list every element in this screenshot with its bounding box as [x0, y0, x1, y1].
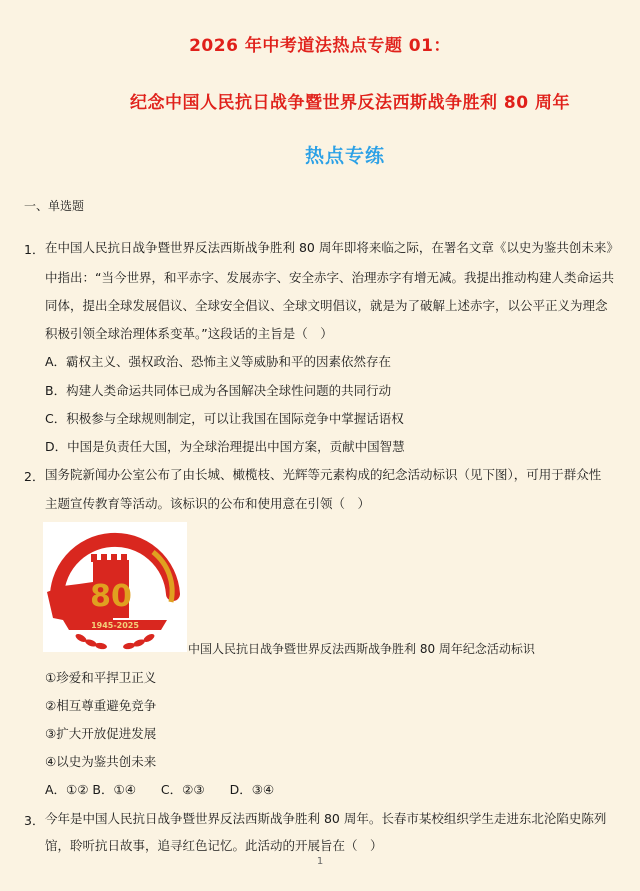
- question-2-answer-options: A．①② B．①④ C．②③ D．③④: [45, 782, 275, 797]
- question-2-stem-line-2: 主题宣传教育等活动。该标识的公布和使用意在引领（ ）: [45, 496, 371, 511]
- section-heading: 一、单选题: [24, 199, 85, 213]
- question-1-option-c: C．积极参与全球规则制定，可以让我国在国际竞争中掌握话语权: [45, 411, 404, 426]
- logo-years: 1945-2025: [91, 621, 139, 630]
- question-1-stem-line-2: 中指出：“当今世界，和平赤字、发展赤字、安全赤字、治理赤字有增无减。我提出推动构建人类命运共: [45, 270, 614, 285]
- section-tag: 热点专练: [304, 145, 385, 167]
- question-1-stem-line-3: 同体，提出全球发展倡议、全球安全倡议、全球文明倡议，就是为了破解上述赤字，以公平正义为理念: [45, 298, 608, 313]
- main-title: 2026 年中考道法热点专题 01：: [189, 36, 451, 56]
- main-subtitle: 纪念中国人民抗日战争暨世界反法西斯战争胜利 80 周年: [130, 93, 570, 113]
- question-2-number: 2．: [24, 469, 45, 484]
- question-1-option-a: A．霸权主义、强权政治、恐怖主义等威胁和平的因素依然存在: [45, 354, 392, 369]
- question-1-option-d: D．中国是负责任大国，为全球治理提出中国方案，贡献中国智慧: [45, 439, 405, 454]
- logo-olive-branch: [74, 632, 155, 650]
- question-2-statement-3: ③扩大开放促进发展: [45, 726, 157, 741]
- page-number: 1: [316, 856, 324, 867]
- question-3-number: 3．: [24, 813, 45, 828]
- logo-number: 80: [90, 579, 132, 614]
- logo-caption: 中国人民抗日战争暨世界反法西斯战争胜利 80 周年纪念活动标识: [188, 642, 535, 656]
- question-3-stem-line-1: 今年是中国人民抗日战争暨世界反法西斯战争胜利 80 周年。长春市某校组织学生走进东北沦陷史陈列: [45, 811, 607, 826]
- commemoration-logo: [43, 522, 187, 652]
- question-3-stem-line-2: 馆，聆听抗日故事，追寻红色记忆。此活动的开展旨在（ ）: [45, 838, 383, 853]
- question-2-statement-2: ②相互尊重避免竞争: [45, 698, 157, 713]
- question-2-stem-line-1: 国务院新闻办公室公布了由长城、橄榄枝、光辉等元素构成的纪念活动标识（见下图），可用于群众性: [45, 467, 602, 482]
- question-2-statement-4: ④以史为鉴共创未来: [45, 754, 157, 769]
- question-1-stem-line-4: 积极引领全球治理体系变革。”这段话的主旨是（ ）: [45, 326, 333, 341]
- question-2-statement-1: ①珍爱和平捍卫正义: [45, 670, 157, 685]
- question-1-number: 1．: [24, 242, 45, 257]
- question-1-stem-line-1: 在中国人民抗日战争暨世界反法西斯战争胜利 80 周年即将来临之际，在署名文章《以史为鉴共创未来》: [45, 240, 619, 255]
- question-1-option-b: B．构建人类命运共同体已成为各国解决全球性问题的共同行动: [45, 383, 392, 398]
- commemoration-logo-graphic: [43, 522, 187, 652]
